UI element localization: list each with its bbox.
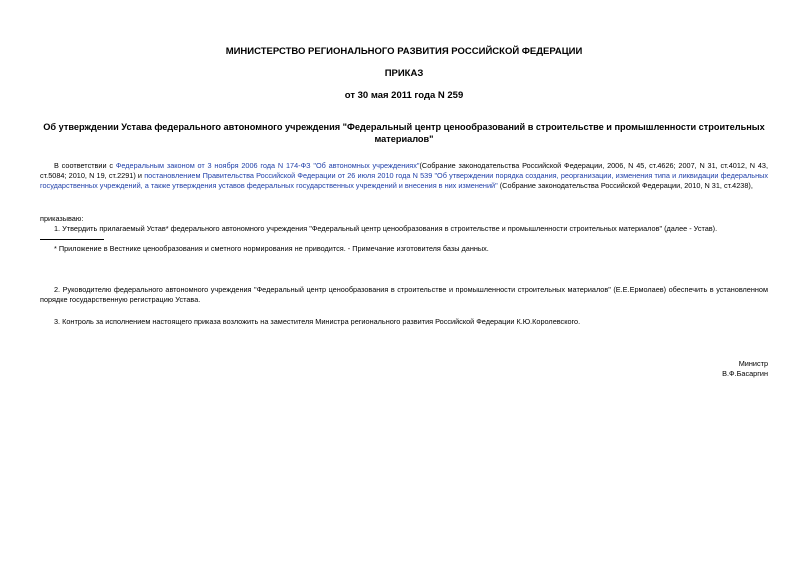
- preamble-text-3: (Собрание законодательства Российской Федерации, 2010, N 31, ст.4238),: [497, 181, 753, 190]
- preamble-text-2: (Собрание законодательства Российской Федерации, 2006, N 45, ст.4626; 2007, N 31, ст.4012, N 43, ст.5084; 2010, N 19, ст.2291) и: [40, 161, 768, 180]
- document-date-number: от 30 мая 2011 года N 259: [344, 90, 464, 101]
- government-resolution-link[interactable]: постановлением Правительства Российской Федерации от 26 июля 2010 года N 539 "Об утверждении порядка создания, реорганизации, изменения типа и ликвидации федеральных государственных учреждений, а также утверждения уставов федеральных государственных учреждений и внесения в них изменений": [40, 171, 768, 190]
- federal-law-link[interactable]: Федеральным законом от 3 ноября 2006 года N 174-ФЗ "Об автономных учреждениях": [115, 161, 420, 170]
- document-type: ПРИКАЗ: [384, 68, 424, 79]
- document-title: Об утверждении Устава федерального автономного учреждения "Федеральный центр ценообразований в строительстве и промышленности строительных материалов": [43, 122, 765, 144]
- signature-name: В.Ф.Басаргин: [722, 369, 768, 378]
- document-page: [40, 0, 768, 571]
- signature-position: Министр: [738, 359, 768, 368]
- footnote: * Приложение в Вестнике ценообразования и сметного нормирования не приводится. - Примечание изготовителя базы данных.: [54, 244, 489, 253]
- order-item-2: 2. Руководителю федерального автономного учреждения "Федеральный центр ценообразования в строительстве и промышленности строительных материалов" (Е.Е.Ермолаев) обеспечить в установленном порядке государственную регистрацию Устава.: [40, 285, 768, 304]
- order-item-3: 3. Контроль за исполнением настоящего приказа возложить на заместителя Министра регионального развития Российской Федерации К.Ю.Королевского.: [54, 317, 581, 326]
- ministry-name: МИНИСТЕРСТВО РЕГИОНАЛЬНОГО РАЗВИТИЯ РОССИЙСКОЙ ФЕДЕРАЦИИ: [225, 46, 583, 57]
- footnote-divider: [40, 239, 104, 240]
- order-word: приказываю:: [40, 214, 84, 223]
- preamble-paragraph: [40, 161, 768, 191]
- preamble-text-1: В соответствии с: [54, 161, 116, 170]
- order-item-1: 1. Утвердить прилагаемый Устав* федерального автономного учреждения "Федеральный центр ценообразования в строительстве и промышленности строительных материалов" (далее - Устав).: [54, 224, 718, 233]
